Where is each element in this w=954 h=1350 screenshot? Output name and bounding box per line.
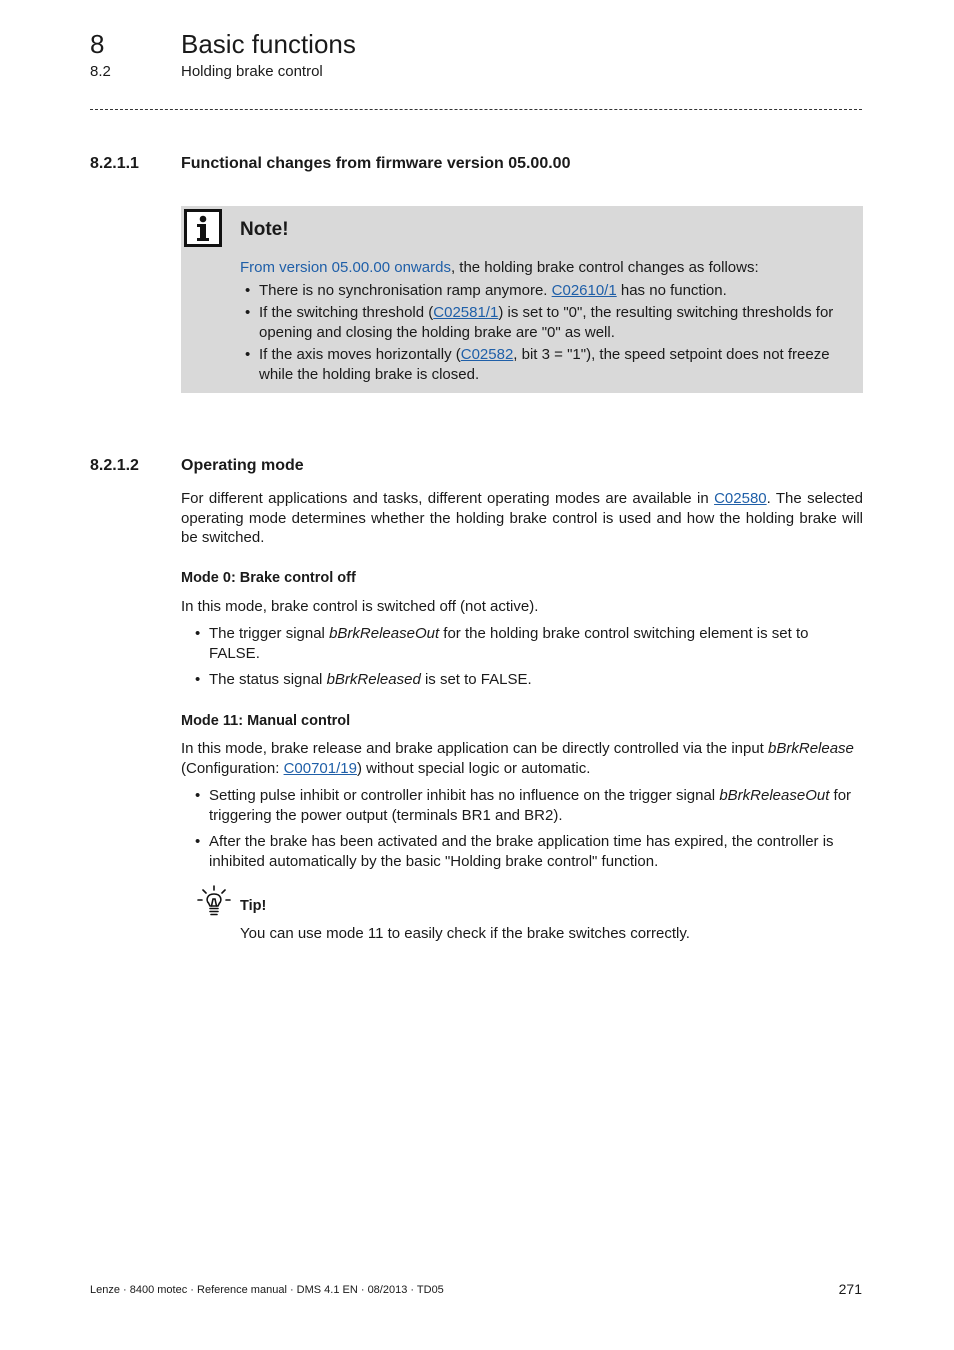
link-c02582[interactable]: C02582 xyxy=(460,346,514,363)
note-intro: From version 05.00.00 onwards, the holding brake control changes as follows: xyxy=(240,259,759,276)
note-bullet-list xyxy=(241,281,851,384)
mode11-bullet-1: • Setting pulse inhibit or controller inhibit has no influence on the trigger signal bBrkReleaseOut for triggering the power output (terminals BR1 and BR2). xyxy=(191,786,863,825)
mode0-bullet-1: • The trigger signal bBrkReleaseOut for the holding brake control switching element is set to FALSE. xyxy=(191,624,863,663)
subsection-number-1: 8.2.1.1 xyxy=(90,155,139,172)
note-title: Note! xyxy=(240,219,289,240)
mode0-bullet-list xyxy=(191,624,863,690)
note-bullet-2: • If the switching threshold (C02581/1) is set to "0", the resulting switching thresholds for opening and closing the holding brake are "0" as well. xyxy=(241,303,851,345)
mode0-intro: In this mode, brake control is switched off (not active). xyxy=(181,598,539,615)
mode0-bullet-2: • The status signal bBrkReleased is set to FALSE. xyxy=(191,670,863,690)
section-number: 8.2 xyxy=(90,63,111,80)
link-c02610-1[interactable]: C02610/1 xyxy=(551,282,617,299)
header-divider xyxy=(90,109,862,110)
mode11-heading: Mode 11: Manual control xyxy=(181,713,351,729)
mode11-intro: In this mode, brake release and brake application can be directly controlled via the input bBrkRelease (Configuration: C00701/19) without special logic or automatic. xyxy=(181,740,854,777)
subsection-title-1: Functional changes from firmware version 05.00.00 xyxy=(181,155,571,172)
mode0-heading: Mode 0: Brake control off xyxy=(181,570,356,586)
mode11-bullet-2: • After the brake has been activated and the brake application time has expired, the controller is inhibited automatically by the basic "Holding brake control" function. xyxy=(191,832,863,871)
page-number: 271 xyxy=(838,1281,862,1297)
section-title: Holding brake control xyxy=(181,63,323,80)
link-c02581-1[interactable]: C02581/1 xyxy=(433,304,499,321)
link-c00701-19[interactable]: C00701/19 xyxy=(283,759,357,777)
chapter-title: Basic functions xyxy=(181,29,356,59)
mode11-bullet-list xyxy=(191,786,863,871)
tip-text: You can use mode 11 to easily check if the brake switches correctly. xyxy=(240,925,690,942)
subsection-title-2: Operating mode xyxy=(181,457,304,474)
chapter-number: 8 xyxy=(90,29,105,59)
note-bullet-3: • If the axis moves horizontally (C02582, bit 3 = "1"), the speed setpoint does not freeze while the holding brake is closed. xyxy=(241,345,851,384)
note-version-link[interactable]: From version 05.00.00 onwards xyxy=(240,259,451,276)
subsection-number-2: 8.2.1.2 xyxy=(90,457,139,474)
info-icon xyxy=(184,209,222,247)
note-bullet-1: • There is no synchronisation ramp anymore. C02610/1 has no function. xyxy=(241,281,851,303)
tip-title: Tip! xyxy=(240,898,267,914)
operating-mode-paragraph: For different applications and tasks, different operating modes are available in C02580. The selected operating mode determines whether the holding brake control is used and how the holding brake will be switched. xyxy=(181,490,863,546)
footer-document-info: Lenze · 8400 motec · Reference manual · DMS 4.1 EN · 08/2013 · TD05 xyxy=(90,1284,444,1296)
link-c02580[interactable]: C02580 xyxy=(714,490,767,507)
lightbulb-icon xyxy=(197,885,231,919)
